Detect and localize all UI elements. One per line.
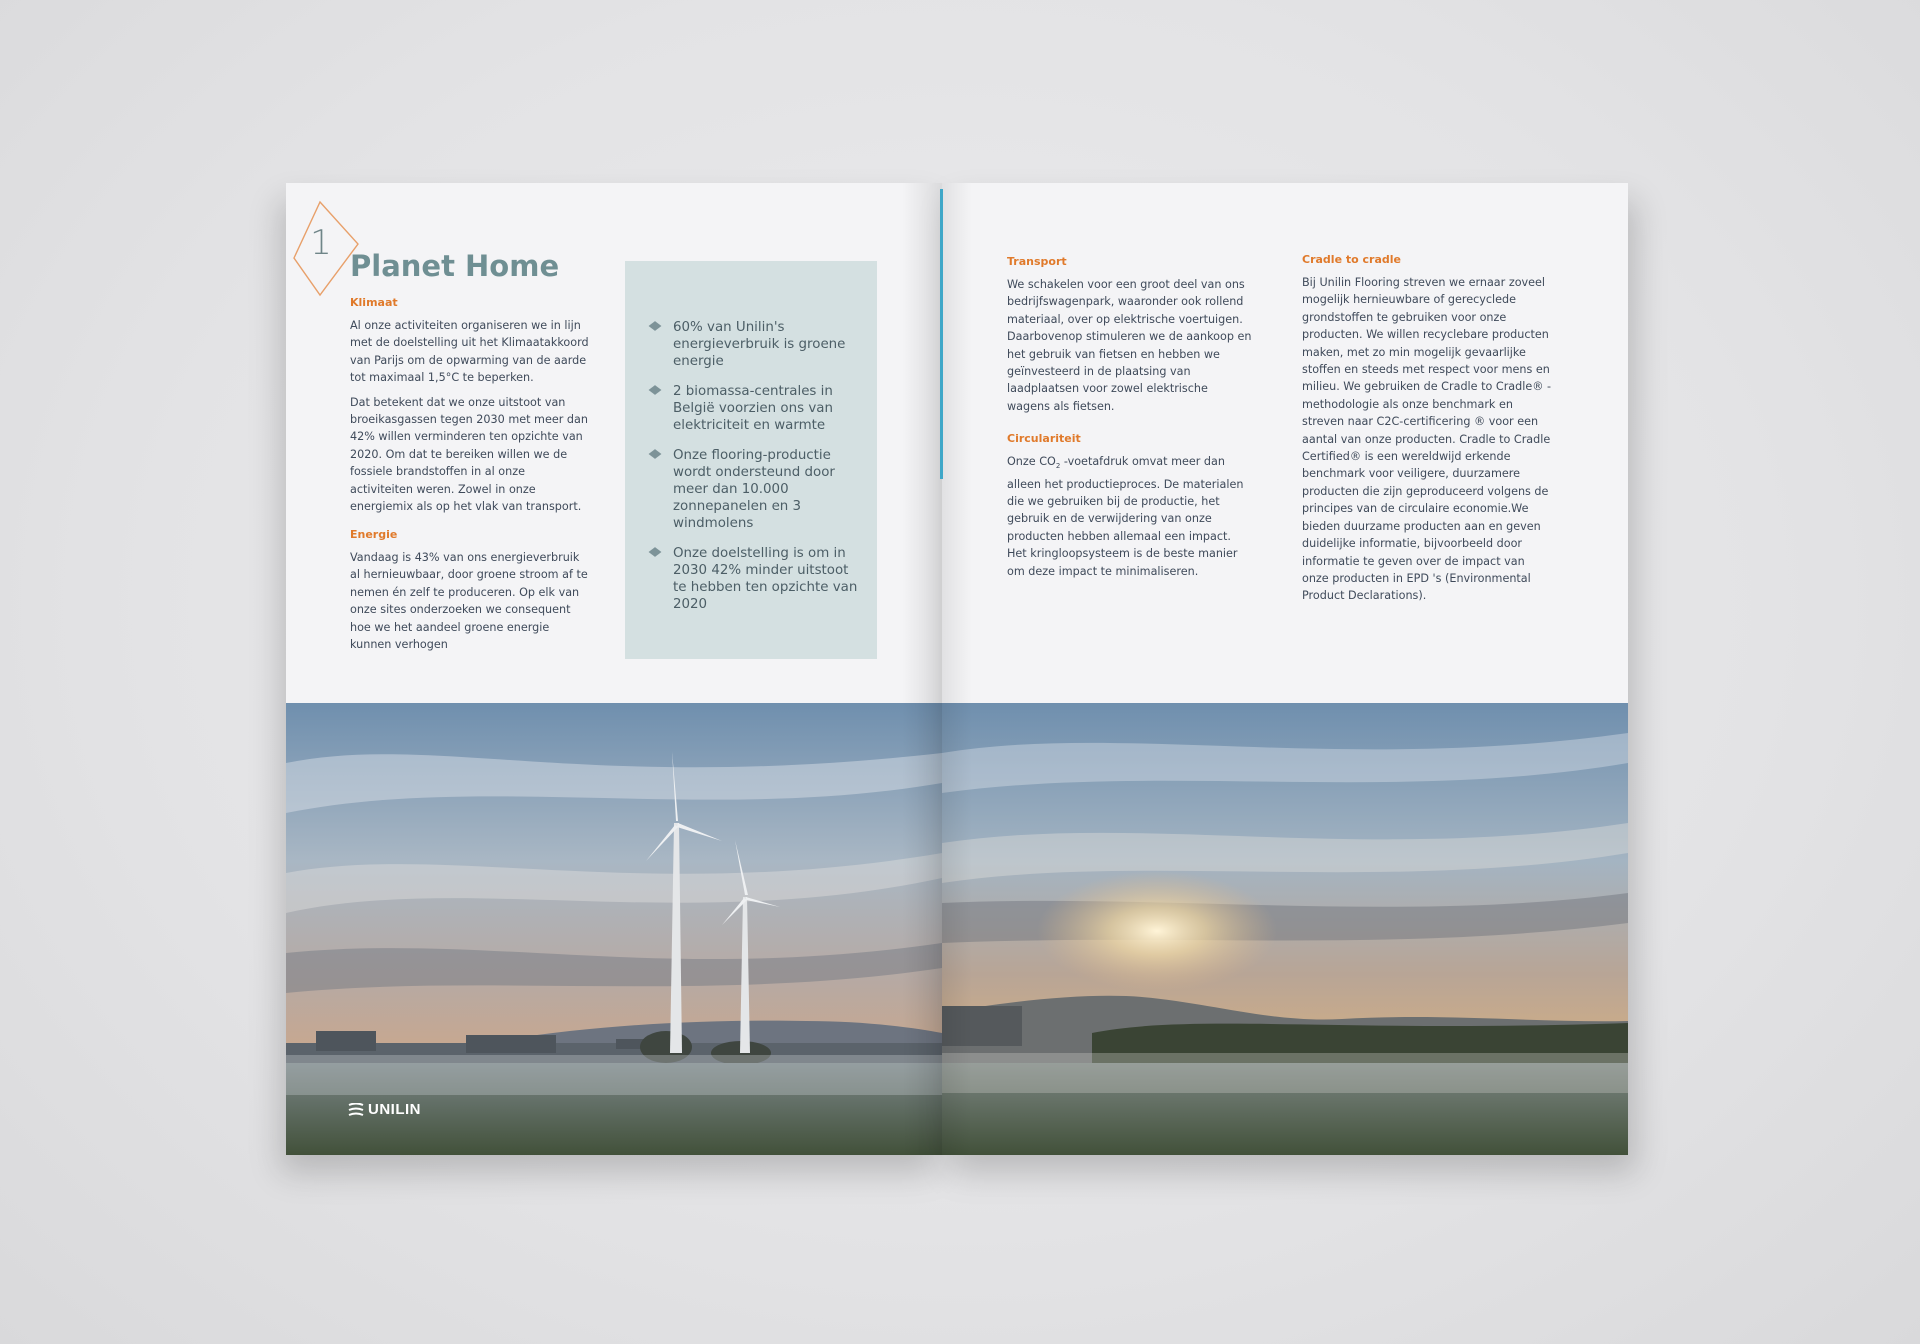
open-brochure <box>286 183 1628 1155</box>
highlight-text: 60% van Unilin's energieverbruik is groene energie <box>673 320 846 369</box>
section-energie <box>350 528 590 660</box>
chapter-number: 1 <box>310 223 332 263</box>
highlight-item <box>673 545 861 613</box>
highlight-item <box>673 447 861 532</box>
highlight-item <box>673 383 861 434</box>
section-heading: Transport <box>1007 255 1067 268</box>
diamond-bullet-icon <box>649 321 662 331</box>
highlight-item <box>673 319 861 370</box>
paragraph: We schakelen voor een groot deel van ons bedrijfswagenpark, waaronder ook rollend materiaal, over op elektrische voertuigen. Daarbovenop stimuleren we de aankoop en het gebruik van fietsen en hebben we geïnvesteerd in de plaatsing van laadplaatsen voor zowel elektrische wagens als fietsen. <box>1007 278 1252 413</box>
highlight-text: 2 biomassa-centrales in België voorzien ons van elektriciteit en warmte <box>673 384 833 433</box>
section-cradle-to-cradle <box>1302 253 1552 612</box>
logo-wordmark: UNILIN <box>368 1101 421 1118</box>
unilin-logo <box>348 1101 421 1118</box>
section-circulariteit <box>1007 432 1252 587</box>
section-heading: Cradle to cradle <box>1302 253 1401 266</box>
co2-subscript: 2 <box>1055 462 1061 471</box>
paragraph: Bij Unilin Flooring streven we ernaar zoveel mogelijk hernieuwbare of gerecyclede grondstoffen te gebruiken voor onze producten. We willen recyclebare producten maken, met zo min mogelijk gevaarlijke stoffen en steeds met respect voor mens en milieu. We gebruiken de Cradle to Cradle® -methodologie als onze benchmark en streven naar C2C-certificering ® voor een aantal van onze producten. Cradle to Cradle Certified® is een wereldwijd erkende benchmark voor veiligere, duurzamere producten die zijn geproduceerd volgens de principes van de circulaire economie.We bieden duurzame producten aan en geven duidelijke informatie, bijvoorbeeld door informatie te geven over de impact van onze producten in EPD 's (Environmental Product Declarations). <box>1302 276 1552 603</box>
paragraph: Al onze activiteiten organiseren we in lijn met de doelstelling uit het Klimaatakkoord van Parijs om de opwarming van de aarde tot maximaal 1,5°C te beperken. <box>350 319 589 385</box>
spine-accent <box>940 189 943 479</box>
section-heading: Circulariteit <box>1007 432 1081 445</box>
highlight-text: Onze flooring-productie wordt ondersteund door meer dan 10.000 zonnepanelen en 3 windmolens <box>673 448 835 531</box>
paragraph: Vandaag is 43% van ons energieverbruik al hernieuwbaar, door groene stroom af te nemen én zelf te produceren. Op elk van onze sites onderzoeken we consequent hoe we het aandeel groene energie kunnen verhogen <box>350 551 588 652</box>
text-part: -voetafdruk omvat meer dan alleen het productieproces. De materialen die we gebruiken bij de productie, het gebruik en de verwijdering van onze producten hebben allemaal een impact. Het kringloopsysteem is de beste manier om deze impact te minimaliseren. <box>1007 455 1244 578</box>
left-page <box>286 183 942 1155</box>
paragraph: Dat betekent dat we onze uitstoot van broeikasgassen tegen 2030 met meer dan 42% willen verminderen ten opzichte van 2020. Om dat te bereiken willen we de fossiele brandstoffen in al onze activiteiten weren. Zowel in onze energiemix als op het vlak van transport. <box>350 395 588 514</box>
section-transport <box>1007 255 1252 422</box>
diamond-bullet-icon <box>649 449 662 459</box>
right-page <box>942 183 1628 1155</box>
sunset-field-photo <box>942 703 1628 1155</box>
wind-turbine-photo <box>286 703 942 1155</box>
highlights-box <box>625 261 877 659</box>
section-klimaat <box>350 296 590 522</box>
diamond-bullet-icon <box>649 385 662 395</box>
section-heading: Klimaat <box>350 296 398 309</box>
highlight-text: Onze doelstelling is om in 2030 42% minder uitstoot te hebben ten opzichte van 2020 <box>673 546 858 612</box>
text-part: Onze CO <box>1007 455 1056 468</box>
diamond-bullet-icon <box>649 547 662 557</box>
page-title: Planet Home <box>350 249 560 283</box>
section-heading: Energie <box>350 528 398 541</box>
paragraph <box>1007 453 1252 580</box>
unilin-logo-icon <box>348 1103 364 1117</box>
